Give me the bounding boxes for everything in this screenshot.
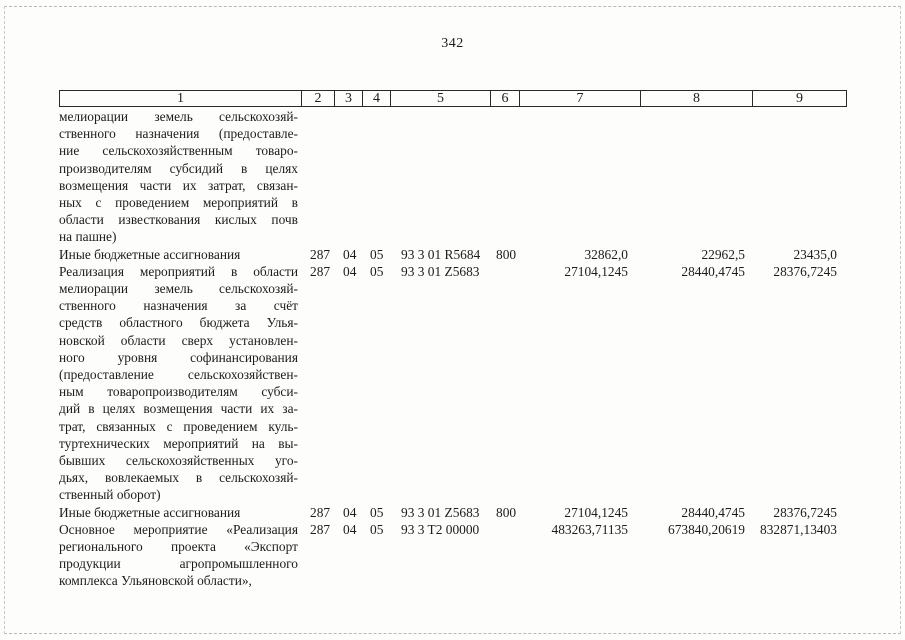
page-number: 342 bbox=[441, 36, 464, 51]
amount-year-1: 32862,0 bbox=[584, 246, 628, 262]
amount-year-1: 27104,1245 bbox=[564, 263, 628, 279]
subsection-code: 05 bbox=[370, 504, 384, 520]
description-line: дий в целях возмещения части их за- bbox=[59, 401, 298, 417]
amount-year-2: 673840,20619 bbox=[668, 521, 745, 537]
amount-year-3: 832871,13403 bbox=[760, 521, 837, 537]
description-line: дьях, вовлекаемых в сельскохозяй- bbox=[59, 470, 298, 486]
description-line: Иные бюджетные ассигнования bbox=[59, 246, 241, 262]
description-line: средств областного бюджета Улья- bbox=[59, 315, 298, 331]
scan-edge-bottom bbox=[4, 633, 901, 634]
description-line: мелиорации земель сельскохозяй- bbox=[59, 109, 298, 124]
table-row bbox=[59, 521, 839, 590]
section-code: 04 bbox=[343, 504, 357, 520]
section-code: 04 bbox=[343, 521, 357, 537]
column-header-row bbox=[60, 91, 847, 107]
scan-edge-right bbox=[900, 6, 901, 634]
row-description bbox=[59, 521, 298, 590]
target-article: 93 3 01 R5684 bbox=[401, 246, 481, 262]
section-code: 04 bbox=[343, 246, 357, 262]
table-row bbox=[59, 263, 839, 504]
column-header-2: 2 bbox=[302, 91, 335, 107]
row-description bbox=[59, 108, 298, 246]
description-line: производителям субсидий в целях bbox=[59, 160, 298, 176]
description-line: ственного назначения за счёт bbox=[59, 298, 298, 314]
description-line: продукции агропромышленного bbox=[59, 556, 298, 572]
subsection-code: 05 bbox=[370, 246, 384, 262]
description-line: Основное мероприятие «Реализация bbox=[59, 521, 298, 537]
description-line: ного уровня софинансирования bbox=[59, 349, 298, 365]
column-header-table bbox=[59, 90, 847, 107]
description-line: туртехнических мероприятий на вы- bbox=[59, 435, 298, 451]
amount-year-2: 22962,5 bbox=[701, 246, 745, 262]
description-line: Иные бюджетные ассигнования bbox=[59, 504, 241, 520]
description-line: регионального проекта «Экспорт bbox=[59, 539, 298, 555]
description-line: ние сельскохозяйственным товаро- bbox=[59, 143, 298, 159]
description-line: трат, связанных с проведением куль- bbox=[59, 418, 298, 434]
description-line: (предоставление сельскохозяйствен- bbox=[59, 367, 298, 383]
column-header-4: 4 bbox=[363, 91, 391, 107]
amount-year-2: 28440,4745 bbox=[681, 504, 745, 520]
amount-year-2: 28440,4745 bbox=[681, 263, 745, 279]
row-description bbox=[59, 246, 298, 263]
expense-type: 800 bbox=[496, 246, 517, 262]
amount-year-1: 27104,1245 bbox=[564, 504, 628, 520]
table-row bbox=[59, 108, 839, 246]
description-line: Реализация мероприятий в области bbox=[59, 263, 298, 279]
table-body bbox=[59, 108, 839, 590]
section-code: 04 bbox=[343, 263, 357, 279]
column-header-3: 3 bbox=[335, 91, 363, 107]
column-header-7: 7 bbox=[520, 91, 641, 107]
amount-year-3: 28376,7245 bbox=[773, 263, 837, 279]
scan-edge-left bbox=[4, 6, 5, 634]
description-line: новской области сверх установлен- bbox=[59, 332, 298, 348]
admin-code: 287 bbox=[310, 504, 331, 520]
admin-code: 287 bbox=[310, 263, 331, 279]
description-line: ственный оборот) bbox=[59, 487, 161, 503]
table-row bbox=[59, 504, 839, 521]
row-description bbox=[59, 263, 298, 504]
column-header-1: 1 bbox=[60, 91, 302, 107]
column-header-5: 5 bbox=[391, 91, 491, 107]
admin-code: 287 bbox=[310, 246, 331, 262]
expense-type: 800 bbox=[496, 504, 517, 520]
table-row bbox=[59, 246, 839, 263]
description-line: бывших сельскохозяйственных уго- bbox=[59, 453, 298, 469]
description-line: ственного назначения (предоставле- bbox=[59, 126, 298, 142]
description-line: на пашне) bbox=[59, 229, 117, 245]
description-line: мелиорации земель сельскохозяй- bbox=[59, 281, 298, 297]
row-description bbox=[59, 504, 298, 521]
amount-year-1: 483263,71135 bbox=[551, 521, 628, 537]
description-line: ным товаропроизводителям субси- bbox=[59, 384, 298, 400]
description-line: области известкования кислых почв bbox=[59, 212, 298, 228]
admin-code: 287 bbox=[310, 521, 331, 537]
amount-year-3: 28376,7245 bbox=[773, 504, 837, 520]
column-header-8: 8 bbox=[641, 91, 753, 107]
column-header-6: 6 bbox=[491, 91, 520, 107]
column-header-9: 9 bbox=[753, 91, 847, 107]
subsection-code: 05 bbox=[370, 263, 384, 279]
scan-edge-top bbox=[4, 6, 901, 7]
description-line: ных с проведением мероприятий в bbox=[59, 195, 298, 211]
target-article: 93 3 01 Z5683 bbox=[401, 263, 480, 279]
target-article: 93 3 T2 00000 bbox=[401, 521, 480, 537]
description-line: возмещения части их затрат, связан- bbox=[59, 177, 298, 193]
amount-year-3: 23435,0 bbox=[793, 246, 837, 262]
description-line: комплекса Ульяновской области», bbox=[59, 573, 252, 589]
subsection-code: 05 bbox=[370, 521, 384, 537]
target-article: 93 3 01 Z5683 bbox=[401, 504, 480, 520]
